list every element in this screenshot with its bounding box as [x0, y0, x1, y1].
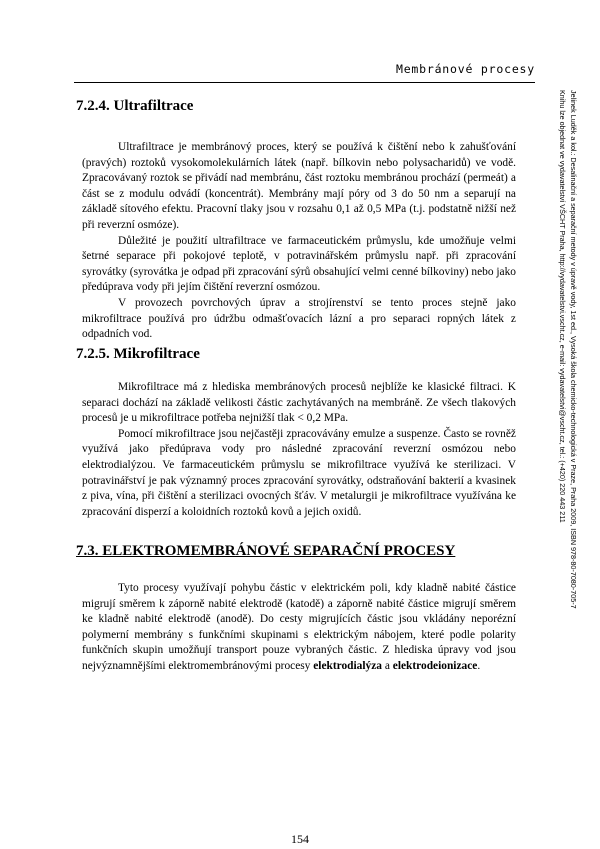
- term-elektrodeionizace: elektrodeionizace: [392, 659, 478, 672]
- paragraph: Mikrofiltrace má z hlediska membránových procesů nejblíže ke klasické filtraci. K separaci dochází na základě velikosti částic zachytávaných na membráně. Ze všech tlakových procesů je u mikrofiltrace potřeba nejnižší tlak < 0,2 MPa.: [82, 381, 516, 425]
- paragraph: Tyto procesy využívají pohybu částic v elektrickém poli, kdy kladně nabité částice migrují směrem k záporně nabité elektrodě (katodě) a záporně nabité částice migrují směrem ke kladně nabité elektrodě (anodě). Do cesty migrujících částic jsou vkládány neporézní polymerní membrány s funkčními skupinami s elektrickým nábojem, které podle polarity funkčních skupin umožňují transport pouze vybraných částic. Z hlediska úpravy vod jsou nejvýznamnějšími elektromembránovými procesy elektrodialýza a elektrodeionizace.: [82, 582, 516, 672]
- page-number: 154: [291, 832, 309, 846]
- header-rule: [74, 82, 535, 83]
- elektromembranove-body: [82, 581, 516, 675]
- ultrafiltrace-body: [82, 140, 516, 343]
- heading-ultrafiltrace: 7.2.4. Ultrafiltrace: [76, 98, 194, 114]
- heading-mikrofiltrace: 7.2.5. Mikrofiltrace: [76, 346, 200, 362]
- heading-elektromembranove: 7.3. ELEKTROMEMBRÁNOVÉ SEPARAČNÍ PROCESY: [76, 543, 456, 559]
- mikrofiltrace-body: [82, 380, 516, 520]
- running-head: Membránové procesy: [395, 62, 535, 76]
- citation-line-2: Knihu lze objednat ve vydavatelství VŠCHT Praha, http://vydavatelstvi.vscht.cz, e-mail: vydavatelstvi@vscht.cz, tel.: (+420) 220 443 211: [558, 90, 567, 523]
- citation-line-1: Jelínek Luděk a kol.: Desalinační a separační metody v úpravě vody, 1st ed., Vysoká škola chemicko-technologická v Praze, Praha 2009, ISBN 978-80-7080-705-7: [569, 90, 578, 609]
- paragraph: Pomocí mikrofiltrace jsou nejčastěji zpracovávány emulze a suspenze. Často se rovněž využívá jako předúprava vody pro následné zpracování reverzní osmózou nebo elektrodialýzou. Ve farmaceutickém průmyslu se mikrofiltrace využívá ke sterilizaci. V potravinářství je pak významný proces zpracování syrovátky, odstraňování bakterií a kvasinek z piva, vína, při čištění a sterilizaci ovocných šťáv. V metalurgii je mikrofiltrace využívána ke zpracování disperzí a koloidních roztoků kovů a jejich oxidů.: [82, 427, 516, 518]
- paragraph: V provozech povrchových úprav a strojírenství se tento proces stejně jako mikrofiltrace používá pro údržbu odmašťovacích lázní a pro separaci ropných látek z odpadních vod.: [82, 296, 516, 341]
- paragraph: Ultrafiltrace je membránový proces, který se používá k čištění nebo k zahušťování (pravých) roztoků vysokomolekulárních látek (např. bílkovin nebo polysacharidů) ve vodě. Zpracovávaný roztok se přivádí nad membránu, část roztoku membránou prochází (permeát) a část se z modulu odvádí (koncentrát). Membrány mají póry od 3 do 50 nm a separují na základě sítového efektu. Pracovní tlaky jsou v rozsahu 0,1 až 0,5 MPa (t.j. podstatně nižší než při reverzní osmóze).: [82, 141, 516, 231]
- margin-citation: [547, 90, 579, 760]
- paragraph: Důležité je použití ultrafiltrace ve farmaceutickém průmyslu, kde umožňuje velmi šetrné separace při pokojové teplotě, v potravinářském průmyslu např. při zpracování syrovátky (syrovátka je odpad při zpracování sýrů obsahující velmi cenné bílkoviny) nebo jako předúprava vody při jejím čištění reverzní osmózou.: [82, 234, 516, 294]
- term-elektrodialyza: elektrodialýza: [313, 659, 382, 672]
